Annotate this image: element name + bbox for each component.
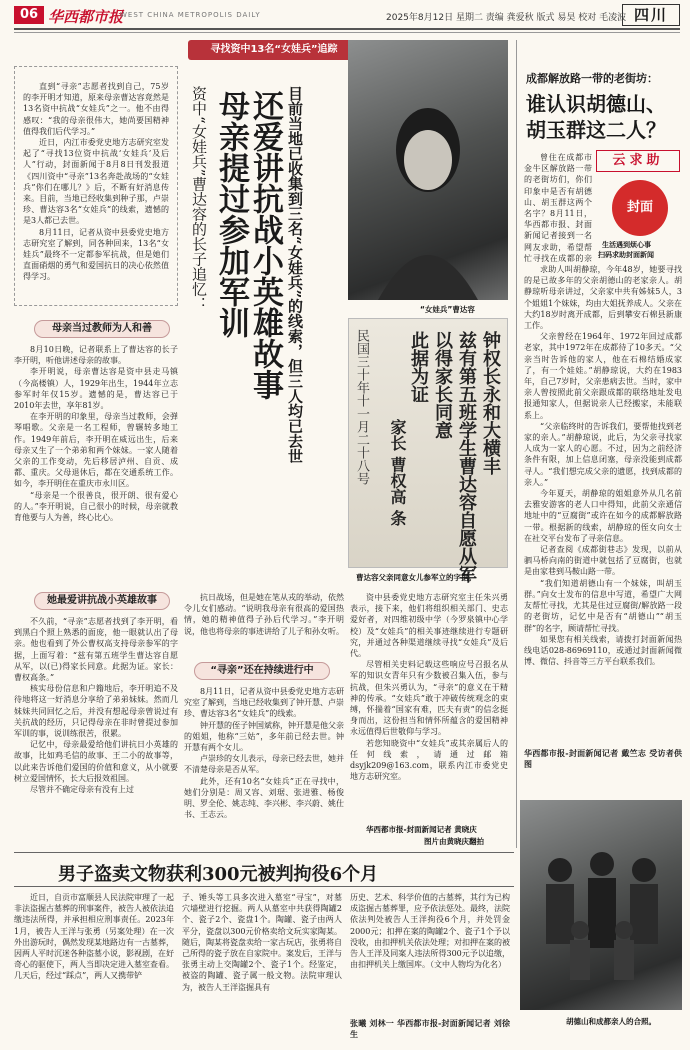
right-article [524,264,682,744]
top-rule-thin [14,32,680,33]
top-rule [14,28,680,30]
portrait-photo [348,40,508,300]
qr-caption-2: 扫码求助封面新闻 [598,251,654,259]
paragraph: 今年夏天，胡静琼的姐姐意外从几名前去雅安游客的老人口中得知，此前父亲通信地址中的“豆腐街”或许在如今的成都解放路一带。根据新的线索，胡静琼的侄女向女士在社交平台发布了寻亲信息。 [524,489,682,543]
document-date: 民国三十年十一月二十八号 [354,329,369,485]
family-photo [520,800,682,1010]
paragraph: 记者查阅《成都街巷志》发现，以前从驷马桥向南的街道中就包括了豆腐街，也就是由家巷到马鞍山路一带。 [524,545,682,577]
byline: 华西都市报-封面新闻记者 黄晓庆 [366,825,477,834]
brand-english: WEST CHINA METROPOLIS DAILY [120,11,261,19]
right-kicker: 成都解放路一带的老街坊： [526,72,658,85]
headline-line1: 还爱讲抗战小英雄故事 [247,90,283,400]
article-column-low [14,616,178,848]
subhead-hero-stories: 她最爱讲抗战小英雄故事 [34,592,170,610]
article-column-mid [14,344,178,588]
right-headline-2: 胡玉群这二人？ [526,118,666,142]
headline-source: 资中“女娃兵”曹达容的长子追忆： [190,86,208,312]
bottom-column-3: 历史、艺术、科学价值的古墓葬，其行为已构成盗掘古墓葬罪，应予依法惩处。最终，法院依法判处被告人王洋拘役6个月，并处罚金2000元；扣押在案的陶罐2个、瓷子1个予以没收，由扣押机关依法处理；对扣押在案的被告人王洋及同案人违法所得300元予以追缴，由扣押机关上缴国库。（文中人物均为化名） [350,893,510,970]
article-column-c-top [184,592,344,658]
paragraph: 钟开慧的侄子钟国斌称，钟开慧是他父亲的姐姐，他称“三姑”，多年前已经去世。钟开慧有两个女儿。 [184,720,344,753]
paragraph: 核实母份信息和户籍地后，李开明追不及待地将这一好消息分享给了弟弟妹妹。然而几妹妹共同回忆之后，并没有想起母亲曾说过有关抗战的经历，只记得母亲在非时曾提过参加军训的事，说训练很苦，很累。 [14,684,178,739]
document-caption: 曹达容父亲同意女儿参军立的字据。 [356,573,476,582]
headline-line2: 母亲提过参加军训 [213,90,249,338]
portrait-caption: “女娃兵”曹达容 [420,305,475,314]
paragraph: “母亲是一个很善良，很开朗、很有爱心的人。”李开明说，自己很小的时候，母亲就教育他要与人为善，终心比心。 [14,490,178,523]
column-divider [516,40,517,848]
paragraph: “父亲临终时的告诉我们，要帮他找到老家的亲人。”胡静琼说，此后，为父亲寻找家人成为一家人的心愿。不过，因为之前经济条件有限，加上信息闭塞，母亲没能到成都寻人。“我们想完成父亲的遗愿，找到成都的亲人。” [524,421,682,487]
paragraph: 如果您有相关线索，请拨打封面新闻热线电话028-86969110，或通过封面新闻微博、微信、抖音等三方平台联系我们。 [524,634,682,667]
bottom-column-2: 子、锤头等工具多次进入墓室“寻宝”，对墓穴墙壁进行挖掘。两人从墓室中共获得陶罐2个、瓷子2个、瓷盘1个。陶罐、瓷子由两人平分，瓷盘以300元价格卖给文玩实家陶某。随后，陶某将瓷盘卖给一家古玩店，张勇将自己所得的瓷子放在自家院中。案发后，王洋与张勇主动上交陶罐2个、瓷子1个。经鉴定，被盗的陶罐、瓷子属一般文物。法院审理认为，被告人王洋盗掘具有 [182,893,342,992]
subhead-teacher: 母亲当过教师为人和善 [34,320,170,338]
family-photo-caption: 胡德山和成都亲人的合照。 [566,1017,656,1026]
paragraph: 8月10日晚，记者联系上了曹达容的长子李开明，听他讲述母亲的故事。 [14,345,178,366]
page-number: 06 [14,6,44,24]
family-figures [520,800,682,1010]
headline-kicker: 目前当地已收集到三名“女娃兵”的线索，但三人均已去世 [286,86,304,464]
paragraph: 父亲曾经在1964年、1972年回过成都老家，其中1972年在成都待了10多天。“父亲当时告诉他的家人，他在石棉结婚成家了，有一个娃娃。”胡静琼说，大约在1983年，自己7岁时，父亲患病去世。当时，家中亲人曾按照此前父亲跟成都的联络地址发电报通知家人，但据说亲人已经搬家，未能联系上。 [524,332,682,420]
document-line: 此据为证 [408,331,429,403]
region-label: 四川 [622,4,680,26]
paragraph: 抗日战场，但是她在笔从戎的举动，依然令儿女们感动。“说明我母亲有很高的爱国热情，她的精神值得子孙后代学习。”李开明说，他也将母亲的事迹讲给了儿子和孙女听。 [184,593,344,636]
qr-caption-1: 生活遇到烦心事 [602,241,651,249]
bottom-rule-2 [14,886,514,887]
paragraph: 若您知晓资中“女娃兵”或其亲属后人的任何线索，请通过邮箱dsyjk209@163.com，联系内江市委党史地方志研究室。 [350,738,508,782]
paragraph: 记忆中，母亲最爱给他们讲抗日小英雄的故事，比如鸡毛信的故事、王二小的故事等，以此来告诉他们爱国的价值和意义，从小就要树立爱国情怀，长大后报效祖国。 [14,740,178,783]
intro-paragraph: 8月11日，记者从资中县委党史地方志研究室了解到，同各种回来，13名“女娃兵”最终不一定都参军抗战，但是她们直面硝烟的勇气和爱国抗日的决心依然值得学习。 [23,227,169,282]
brand-logo: 华西都市报 [48,8,124,26]
paragraph: 求助人叫胡静琼，今年48岁，她要寻找的是已故多年的父亲胡德山的老家亲人。胡静琼听母亲讲过，父亲家中共有姊妹5人，3个姐姐1个妹妹，均由大姐抚养成人。父亲在大约18岁时离开成都，后到攀安石棉县新康工作。 [524,265,682,331]
paragraph: 卢崇珍的女儿表示，母亲已经去世，她并不清楚母亲是否从军。 [184,754,344,775]
paragraph: 尽管相关史料记载这些响应号召报名从军的知识女青年只有少数被召集入伍，参与抗战，但朱兴勇认为，“寻亲”的意义在于精神的传承。“女娃兵”敢于冲破传统观念的束缚，怀揣着“国家有难，匹夫有责”的信念挺身而出，这份担当和情怀所蕴含的爱国精神永远值得后世敬仰与学习。 [350,660,508,737]
subhead-ongoing: “寻亲”还在持续进行中 [194,662,330,680]
document-line: 钟权长永和大横丰 [480,331,501,475]
article-column-c [184,686,344,848]
right-paragraph-wrap [524,152,592,262]
photo-credit: 图片由黄晓庆翻拍 [424,837,484,846]
intro-paragraph: 近日，内江市委党史地方志研究室发起了“寻找13位资中抗战‘女娃兵’及后人”行动，封面新闻于8月8日刊发报道《四川资中“寻亲”13名奔赴战场的“女娃兵”你们在哪儿？》后，不断有好消息传来。目前，当地已经收集到种子那，卢崇珍、曹达容3名“女娃兵”的线索，遗憾的是3人都已去世。 [23,138,169,226]
series-banner: 寻找资中13名“女娃兵”追踪 [188,40,360,60]
document-line: 以得家长同意 [432,331,453,439]
paragraph: 李开明说，母亲曹达容是资中县走马镇（今高楼镇）人，1929年出生，1944年立志参军时年仅15岁。遗憾的是，曹达容已于2010年去世，享年81岁。 [14,367,178,411]
bottom-headline: 男子盗卖文物获利300元被判拘役6个月 [58,864,379,885]
cover-logo: 封面 [612,180,668,236]
article-column-d [350,592,508,820]
bottom-rule [14,852,514,853]
intro-paragraph: 直到“寻亲”志愿者找到自己，75岁的李开明才知道，原来母亲曹达容竟然是13名资中抗战“女娃兵”之一。他不由得感叹：“我的母亲很伟大，她尚要国精神值得我们后代学习。” [23,82,169,136]
help-badge: 云求助 [596,150,680,172]
right-headline-1: 谁认识胡德山、 [526,92,666,116]
dateline: 2025年8月12日 星期二 责编 龚爱秋 版式 易昊 校对 毛凌波 [386,13,627,23]
bottom-column-1: 近日，自贡市富顺县人民法院审理了一起非法盗掘古墓葬的刑事案件，被告人被依法追缴违法所得，并承担相应刑事责任。2023年1月，被告人王洋与张勇（另案处理）在一次外出游玩时，偶然发现某地路边有一古墓葬，因两人平时沉迷各种盗墓小说，影视剧，在好奇心的驱使下，两人当即决定进入墓室查看。几天后，经过“踩点”，两人又携带铲 [14,893,174,981]
paragraph: “我们知道胡德山有一个妹妹，叫胡玉群。”向女士发布的信息中写道，希望广大网友帮忙寻找，尤其是住过豆腐街/解放路一段的老街坊，记忆中是否有“胡德山”“胡玉群”的名字，顾请帮忙寻找。 [524,578,682,633]
paragraph: 尽管并不确定母亲有没有上过 [30,785,134,795]
right-byline: 华西都市报-封面新闻记者 戴竺志 受访者供图 [524,748,682,770]
document-line: 兹有第五班学生曹达容自愿从军 [456,331,477,583]
document-line: 家长 曹权高 条 [388,419,407,527]
paragraph: 不久前，“寻亲”志愿者找到了李开明，看到黑白个照上熟悉的面庞，他一眼就认出了母亲。他也看到了外公曹权高支持母亲参军的字据，上面写着：“兹有第五班学生曹达容自愿从军，以(已)得家长同意。此据为证。家长：曹权高条。” [14,617,178,683]
paragraph: 在李开明的印象里，母亲当过教师，会弹琴唱歌。父亲是一名工程师，曾辗转多地工作。1949年前后，李开明在威远出生，后来母亲又生了一个弟弟和两个妹妹。一家人随着父亲的工作变动，先后移居泸州、自贡、成都、重庆。父母退休后，都在交通系统工作。如今，李开明住在重庆市永川区。 [14,412,178,489]
paragraph: 曾住在成都市金牛区解放路一带的老街坊们，你们印象中是否有胡德山、胡玉群这两个名字？8月11日，华西都市报、封面新闻记者接到一名网友求助，希望帮忙寻找在成都的亲 [524,153,592,262]
bottom-byline: 张曦 刘林一 华西都市报-封面新闻记者 刘徐生 [350,1018,510,1040]
paragraph: 此外，还有10名“女娃兵”正在寻找中，她们分别是：周又容、刘琚、张进雅、杨俊明、罗全伦、姚志纯、李兴彬、李兴蔚、姚仕书、王志云。 [184,776,344,820]
paragraph: 资中县委党史地方志研究室主任朱兴勇表示，接下来，他们将组织相关部门、史志爱好者，对四维初级中学（今罗泉镇中心学校）及“女娃兵”的相关事迹继续进行专题研究，并通过各种渠道继续寻找“女娃兵”及后代。 [350,593,508,659]
portrait-figure [348,40,508,300]
paragraph: 8月11日，记者从资中县委党史地方志研究室了解到，当地已经收集到了钟开慧、卢崇珍、曹达容3名“女娃兵”的线索。 [184,687,344,719]
intro-box [14,66,178,306]
